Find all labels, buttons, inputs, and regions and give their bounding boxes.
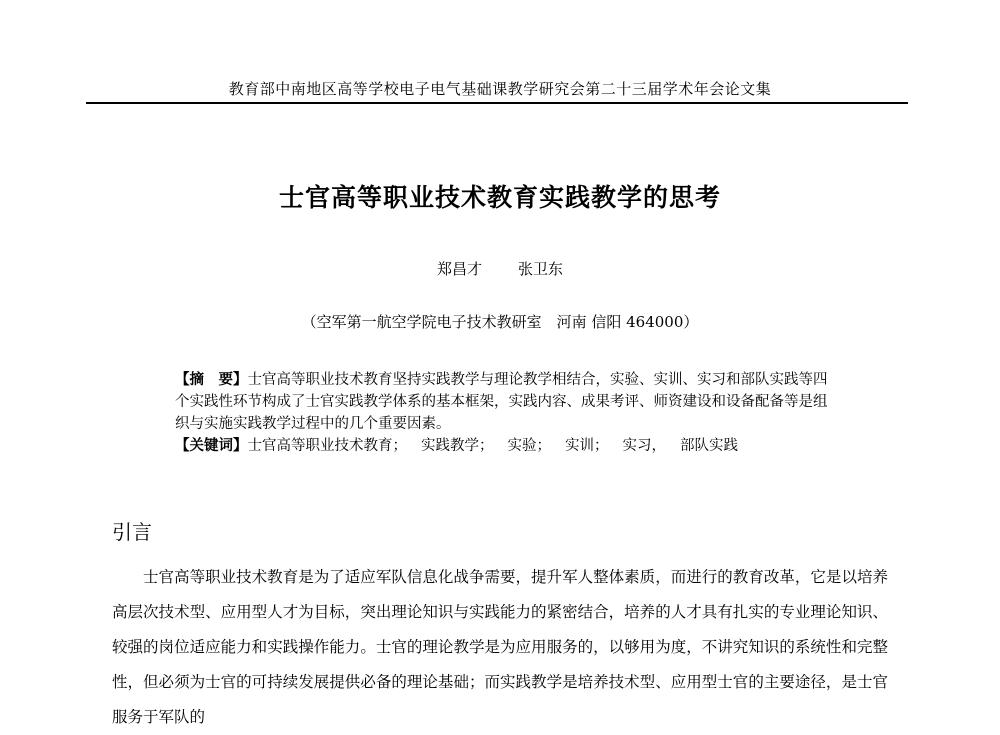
abstract-paragraph — [175, 369, 840, 435]
abstract-text: 士官高等职业技术教育坚持实践教学与理论教学相结合，实验、实训、实习和部队实践等四个实践性环节构成了士官实践教学体系的基本框架，实践内容、成果考评、师资建设和设备配备等是组织与实施实践教学过程中的几个重要因素。 — [175, 372, 828, 432]
keyword: 实训； — [565, 438, 609, 454]
keyword: 实践教学； — [421, 438, 494, 454]
keywords-paragraph — [175, 435, 840, 457]
keyword: 士官高等职业技术教育； — [247, 438, 407, 454]
author-list — [0, 258, 1000, 279]
body-paragraph: 士官高等职业技术教育是为了适应军队信息化战争需要，提升军人整体素质，而进行的教育改革，它是以培养高层次技术型、应用型人才为目标，突出理论知识与实践能力的紧密结合，培养的人才具有扎实的专业理论知识、较强的岗位适应能力和实践操作能力。士官的理论教学是为应用服务的，以够用为度，不讲究知识的系统性和完整性，但必须为士官的可持续发展提供必备的理论基础；而实践教学是培养技术型、应用型士官的主要途径，是士官服务于军队的 — [112, 568, 888, 726]
author-name: 郑昌才 — [436, 260, 482, 278]
keywords-label: 【关键词】 — [175, 438, 248, 454]
keyword: 实习， — [622, 438, 666, 454]
paper-title: 士官高等职业技术教育实践教学的思考 — [278, 183, 721, 212]
running-header: 教育部中南地区高等学校电子电气基础课教学研究会第二十三届学术年会论文集 — [228, 80, 772, 98]
keyword: 实验； — [507, 438, 551, 454]
keyword: 部队实践 — [680, 438, 738, 454]
section-heading: 引言 — [112, 520, 152, 544]
abstract-label: 【摘 要】 — [175, 372, 248, 388]
author-affiliation: （空军第一航空学院电子技术教研室 河南 信阳 464000） — [301, 313, 699, 331]
header-rule — [86, 102, 908, 104]
abstract-block — [175, 369, 840, 457]
author-name: 张卫东 — [518, 260, 564, 278]
